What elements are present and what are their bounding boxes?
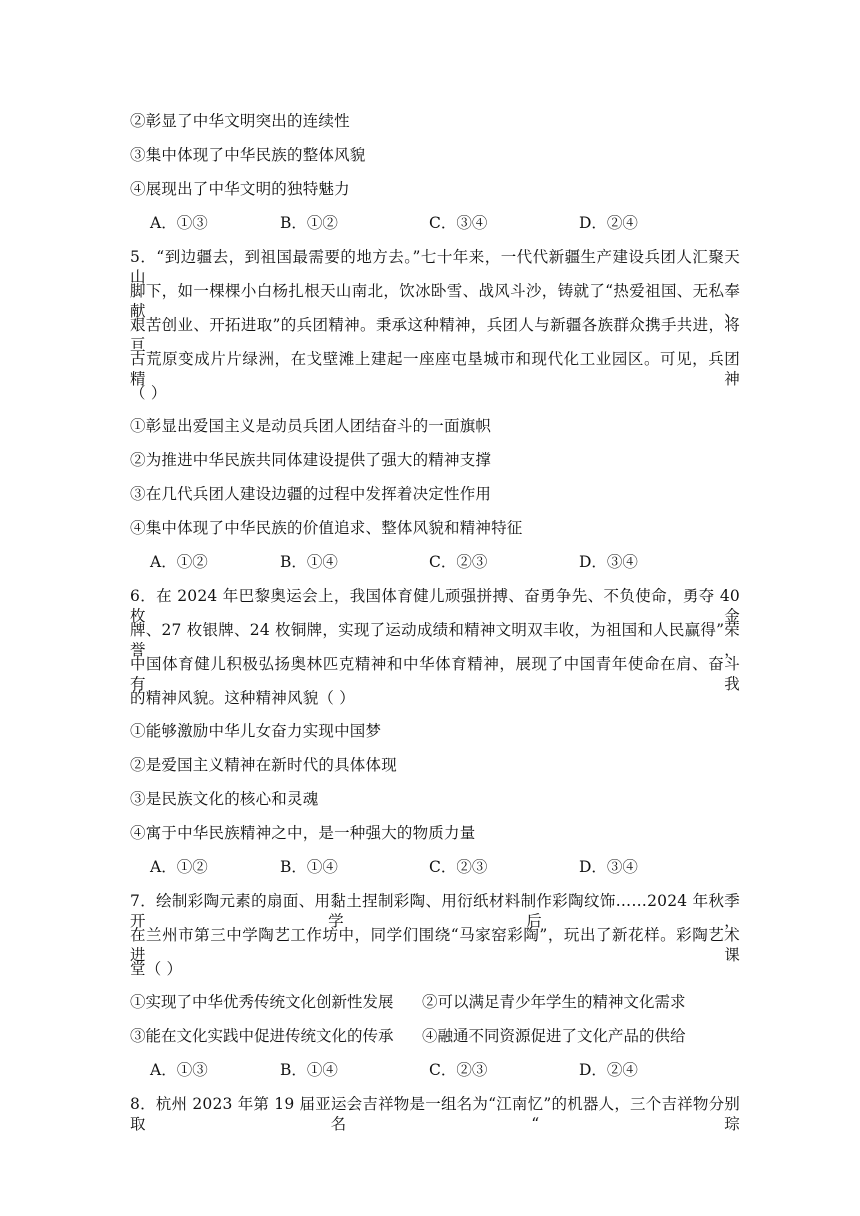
q5-choice-c[interactable]: C．②③	[429, 553, 488, 571]
q6-answer-choices	[150, 857, 740, 877]
q5-option-2: ②为推进中华民族共同体建设提供了强大的精神支撑	[130, 451, 492, 469]
q4-choice-a[interactable]: A．①③	[150, 214, 208, 232]
q4-choice-b[interactable]: B．①②	[280, 214, 338, 232]
q7-option-1: ①实现了中华优秀传统文化创新性发展	[130, 993, 394, 1011]
q5-stem-line-3: 艰苦创业、开拓进取”的兵团精神。秉承这种精神，兵团人与新疆各族群众携手共进，将亘	[130, 316, 740, 354]
q6-stem-line-4: 的精神风貌。这种精神风貌（ ）	[130, 689, 355, 707]
q6-option-4: ④寓于中华民族精神之中，是一种强大的物质力量	[130, 824, 476, 842]
q6-option-1: ①能够激励中华儿女奋力实现中国梦	[130, 722, 382, 740]
q6-choice-b[interactable]: B．①④	[280, 858, 338, 876]
q4-choice-d[interactable]: D．②④	[579, 214, 638, 232]
q6-stem-line-1: 6．在 2024 年巴黎奥运会上，我国体育健儿顽强拼搏、奋勇争先、不负使命，勇夺 40 枚金	[130, 587, 740, 625]
q4-option-2: ②彰显了中华文明突出的连续性	[130, 112, 350, 130]
q5-stem-line-1: 5．“到边疆去，到祖国最需要的地方去。”七十年来，一代代新疆生产建设兵团人汇聚天山	[130, 248, 740, 286]
q7-stem-line-2: 在兰州市第三中学陶艺工作坊中，同学们围绕“马家窑彩陶”，玩出了新花样。彩陶艺术进课	[130, 926, 740, 964]
q5-stem-line-4: 古荒原变成片片绿洲，在戈壁滩上建起一座座屯垦城市和现代化工业园区。可见，兵团精神	[130, 350, 740, 388]
q6-stem-line-2: 牌、27 枚银牌、24 枚铜牌，实现了运动成绩和精神文明双丰收，为祖国和人民赢得”荣誉，	[130, 621, 740, 659]
q7-choice-d[interactable]: D．②④	[579, 1061, 638, 1079]
q6-option-3: ③是民族文化的核心和灵魂	[130, 790, 319, 808]
q4-answer-choices	[150, 213, 740, 233]
q6-choice-c[interactable]: C．②③	[429, 858, 488, 876]
q8-stem-line-1: 8．杭州 2023 年第 19 届亚运会吉祥物是一组名为“江南忆”的机器人，三个吉祥物分别取名“琮	[130, 1095, 740, 1133]
q7-choice-a[interactable]: A．①③	[150, 1061, 208, 1079]
q4-option-4: ④展现出了中华文明的独特魅力	[130, 180, 350, 198]
q4-choice-c[interactable]: C．③④	[429, 214, 488, 232]
q5-option-4: ④集中体现了中华民族的价值追求、整体风貌和精神特征	[130, 519, 523, 537]
q5-choice-d[interactable]: D．③④	[579, 553, 638, 571]
q5-stem-line-2: 脚下，如一棵棵小白杨扎根天山南北，饮冰卧雪、战风斗沙，铸就了“热爱祖国、无私奉献、	[130, 282, 740, 320]
q7-stem-line-1: 7．绘制彩陶元素的扇面、用黏土捏制彩陶、用衍纸材料制作彩陶纹饰……2024 年秋季开学后，	[130, 892, 740, 930]
q7-answer-choices	[150, 1060, 740, 1080]
q6-choice-d[interactable]: D．③④	[579, 858, 638, 876]
q7-stem-line-3: 堂（ ）	[130, 960, 183, 978]
q7-option-3: ③能在文化实践中促进传统文化的传承	[130, 1027, 394, 1045]
q4-option-3: ③集中体现了中华民族的整体风貌	[130, 146, 366, 164]
q5-option-1: ①彰显出爱国主义是动员兵团人团结奋斗的一面旗帜	[130, 417, 492, 435]
q6-stem-line-3: 中国体育健儿积极弘扬奥林匹克精神和中华体育精神，展现了中国青年使命在肩、奋斗有我	[130, 655, 740, 693]
q7-choice-b[interactable]: B．①④	[280, 1061, 338, 1079]
q6-choice-a[interactable]: A．①②	[150, 858, 208, 876]
q6-option-2: ②是爱国主义精神在新时代的具体体现	[130, 756, 397, 774]
q7-option-2: ②可以满足青少年学生的精神文化需求	[422, 993, 686, 1011]
q7-option-4: ④融通不同资源促进了文化产品的供给	[422, 1027, 686, 1045]
q5-stem-line-5: （ ）	[130, 384, 167, 402]
q5-choice-a[interactable]: A．①②	[150, 553, 208, 571]
q7-choice-c[interactable]: C．②③	[429, 1061, 488, 1079]
q5-option-3: ③在几代兵团人建设边疆的过程中发挥着决定性作用	[130, 485, 492, 503]
q5-choice-b[interactable]: B．①④	[280, 553, 338, 571]
q7-options-row-2	[130, 1026, 740, 1046]
q7-options-row-1	[130, 992, 740, 1012]
q5-answer-choices	[150, 552, 740, 572]
